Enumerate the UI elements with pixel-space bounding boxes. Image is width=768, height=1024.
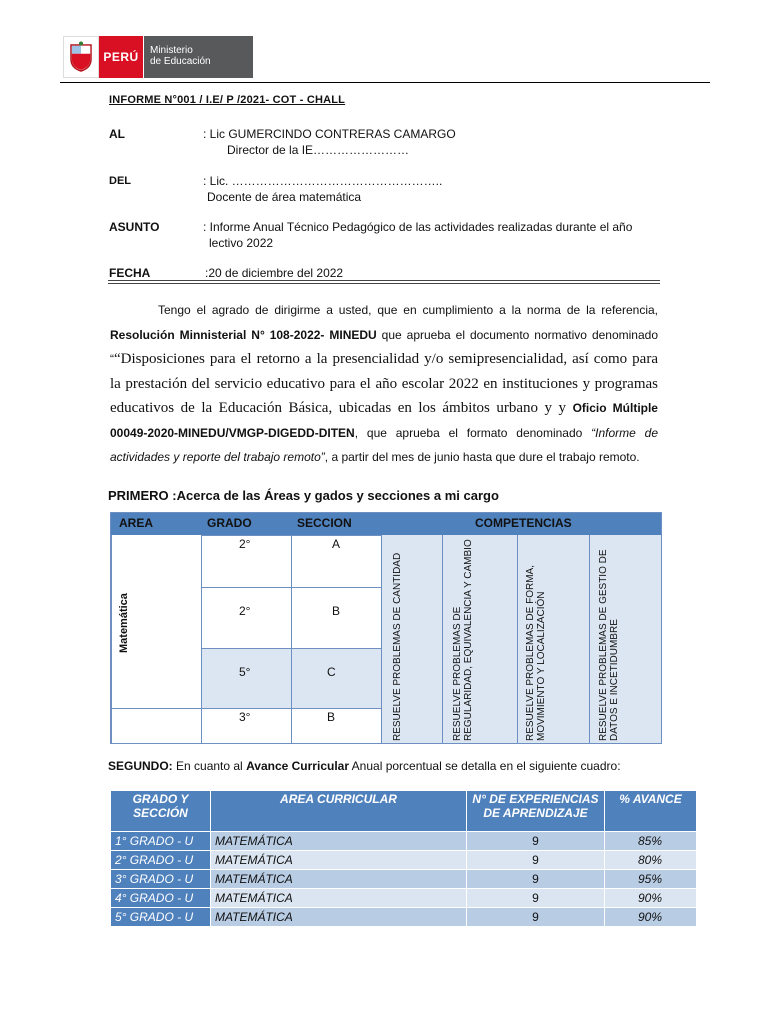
table-row	[111, 851, 697, 870]
header-grado: GRADO	[207, 516, 252, 530]
al-value-2: Director de la IE……………………	[227, 143, 410, 157]
seccion-cell-3	[291, 648, 382, 709]
competencia-4-line2: DATOS E INCETIDUMBRE	[609, 619, 620, 741]
row-avance: 85%	[605, 832, 697, 851]
comp-divider-3	[589, 535, 590, 744]
del-label: DEL	[109, 175, 131, 187]
row-exp: 9	[467, 832, 605, 851]
row-area: MATEMÁTICA	[211, 908, 467, 927]
avance-header-exp: N° DE EXPERIENCIAS DE APRENDIZAJE	[467, 791, 605, 832]
row-avance: 90%	[605, 908, 697, 927]
row-grado: 3° GRADO - U	[111, 870, 211, 889]
row-avance: 80%	[605, 851, 697, 870]
table-row	[111, 832, 697, 851]
section2-text-1: En cuanto al	[172, 759, 247, 773]
table-row	[111, 870, 697, 889]
comp-divider-1	[442, 535, 443, 744]
row-grado: 1° GRADO - U	[111, 832, 211, 851]
header-divider	[60, 82, 710, 83]
header-seccion: SECCION	[297, 516, 352, 530]
avance-table	[110, 790, 696, 927]
grado-3: 5°	[239, 665, 251, 679]
divider-top	[108, 280, 660, 281]
section1-heading	[108, 488, 499, 503]
report-title: INFORME N°001 / I.E/ P /2021- COT - CHALL	[109, 94, 346, 106]
ministry-line2: de Educación	[150, 56, 211, 67]
avance-header-grado: GRADO Y SECCIÓN	[111, 791, 211, 832]
row-area: MATEMÁTICA	[211, 870, 467, 889]
seccion-cell-4	[291, 708, 382, 744]
asunto-value-2: lectivo 2022	[209, 236, 274, 250]
ministry-label	[143, 36, 253, 78]
grado-cell-2	[201, 587, 292, 649]
row-area: MATEMÁTICA	[211, 851, 467, 870]
row-exp: 9	[467, 870, 605, 889]
seccion-1: A	[332, 537, 341, 551]
row-area: MATEMÁTICA	[211, 832, 467, 851]
row-exp: 9	[467, 889, 605, 908]
avance-header-area: AREA CURRICULAR	[211, 791, 467, 832]
al-label: AL	[109, 127, 125, 141]
row-avance: 95%	[605, 870, 697, 889]
areas-table	[110, 512, 662, 744]
row-grado: 5° GRADO - U	[111, 908, 211, 927]
header-competencias: COMPETENCIAS	[475, 516, 572, 530]
section2-heading	[108, 759, 621, 773]
asunto-label: ASUNTO	[109, 220, 160, 234]
area-cell-empty	[111, 708, 202, 744]
del-value: : Lic. ……………………………………………..	[203, 174, 443, 188]
competencia-3-line2: MOVIMIENTO Y LOCALIZACIÓN	[536, 591, 547, 741]
comp-divider-2	[517, 535, 518, 744]
row-avance: 90%	[605, 889, 697, 908]
table-row	[111, 908, 697, 927]
al-value: : Lic GUMERCINDO CONTRERAS CAMARGO	[203, 127, 456, 141]
competencia-3-line1: RESUELVE PROBLEMAS DE FORMA,	[525, 565, 536, 741]
fecha-label: FECHA	[109, 266, 151, 280]
para-text-4: , a partir del mes de junio hasta que dure el trabajo remoto.	[324, 450, 640, 464]
seccion-2: B	[332, 604, 341, 618]
para-text-3: , que aprueba el formato denominado	[354, 425, 592, 440]
row-grado: 4° GRADO - U	[111, 889, 211, 908]
row-exp: 9	[467, 851, 605, 870]
competencia-4-line1: RESUELVE PROBLEMAS DE GESTIO DE	[598, 549, 609, 741]
competencia-2-line2: REGULARIDAD, EQUIVALENCIA Y CAMBIO	[463, 539, 474, 741]
row-grado: 2° GRADO - U	[111, 851, 211, 870]
area-value: Matemática	[118, 593, 130, 653]
section2-text-2: Anual porcentual se detalla en el siguiente cuadro:	[349, 759, 621, 773]
seccion-4: B	[327, 710, 336, 724]
para-disposiciones: “Disposiciones para el retorno a la presencialidad y/o semipresencialidad, así como para la prestación del servicio educativo para el año escolar 2022 en instituciones y programas educativos de la Educación Básica, ubicadas en los ámbitos urbano y y	[110, 351, 658, 416]
para-text-1: Tengo el agrado de dirigirme a usted, que en cumplimiento a la norma de la referencia,	[158, 303, 658, 317]
asunto-value: : Informe Anual Técnico Pedagógico de las actividades realizadas durante el año	[203, 220, 633, 234]
coat-of-arms-icon	[63, 36, 99, 78]
divider-bottom	[108, 283, 660, 284]
competencia-1: RESUELVE PROBLEMAS DE CANTIDAD	[392, 552, 403, 741]
para-resolucion: Resolución Minnisterial N° 108-2022- MINEDU	[110, 327, 377, 342]
row-area: MATEMÁTICA	[211, 889, 467, 908]
fecha-value: :20 de diciembre del 2022	[205, 266, 344, 280]
ministry-line1: Ministerio	[150, 45, 193, 56]
grado-1: 2°	[239, 537, 251, 551]
avance-header-pct: % AVANCE	[605, 791, 697, 832]
para-text-2: que aprueba el documento normativo denominado “	[110, 327, 658, 366]
row-exp: 9	[467, 908, 605, 927]
grado-2: 2°	[239, 604, 251, 618]
section1-label: PRIMERO :	[108, 488, 177, 503]
peru-label: PERÚ	[99, 36, 143, 78]
grado-4: 3°	[239, 710, 251, 724]
section2-label: SEGUNDO:	[108, 759, 173, 773]
section2-bold: Avance Curricular	[246, 759, 349, 773]
section1-title: Acerca de las Áreas y gados y secciones a mi cargo	[176, 488, 499, 503]
areas-table-header	[111, 513, 661, 535]
header-area: AREA	[119, 516, 154, 530]
minedu-logo	[63, 36, 253, 78]
seccion-3: C	[327, 665, 336, 679]
del-value-2: Docente de área matemática	[207, 190, 362, 204]
competencia-2-line1: RESUELVE PROBLEMAS DE	[452, 606, 463, 741]
comp-divider-0	[381, 535, 382, 744]
seccion-cell-2	[291, 587, 382, 649]
para-formato: “Informe de actividades y reporte del trabajo remoto”	[110, 425, 658, 464]
table-row	[111, 889, 697, 908]
para-oficio: Oficio Múltiple 00049-2020-MINEDU/VMGP-DIGEDD-DITEN	[110, 401, 658, 440]
intro-paragraph	[110, 298, 658, 470]
